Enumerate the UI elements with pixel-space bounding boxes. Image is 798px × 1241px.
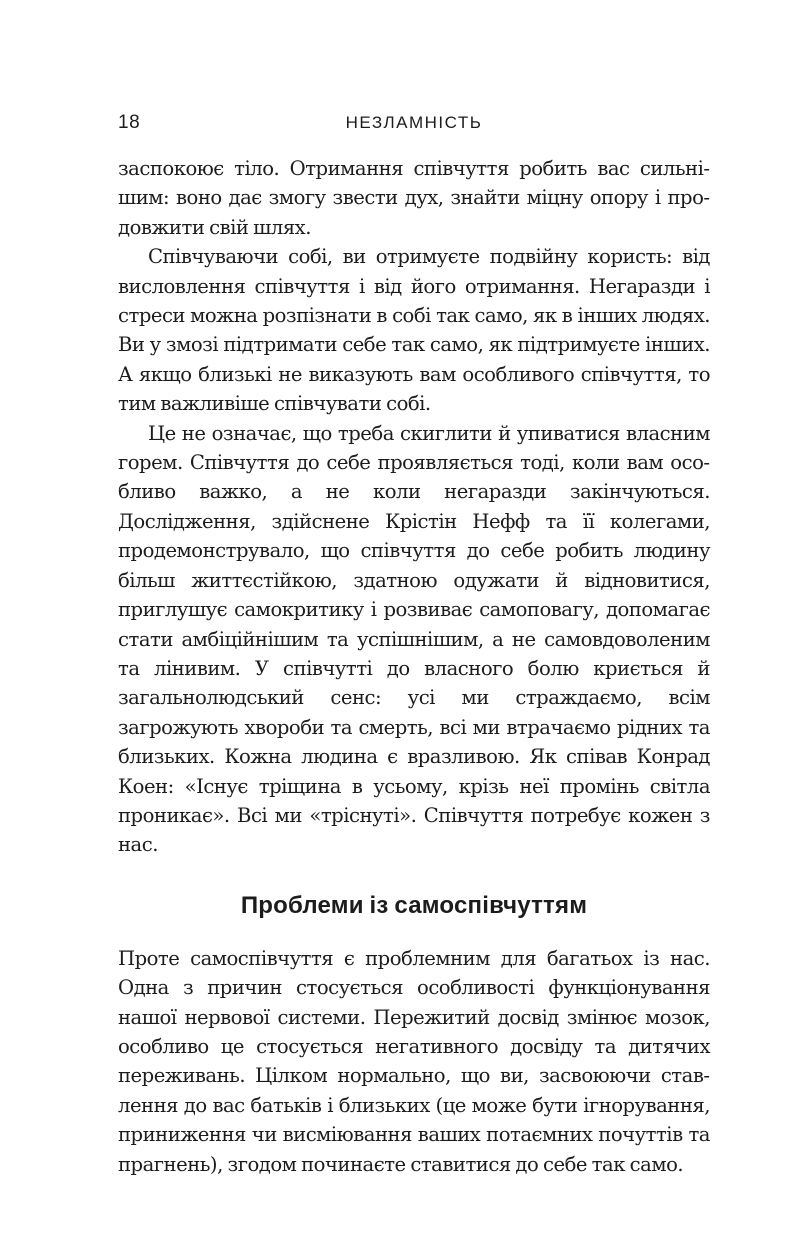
section-heading: Проблеми із самоспівчуттям [240,891,588,919]
paragraph: Проте самоспівчуття є проблемним для багатьох із нас. Одна з причин стосується особливості функціонування нашої нервової системи. Пережитий досвід змінює мозок, особливо це стосується негативного досвіду та дитячих переживань. Цілком нормально, що ви, засвоюючи ставлення до вас батьків і близьких (це може бути ігнорування, приниження чи висміювання ваших потаємних почуттів та прагнень), згодом починаєте ставитися до себе так само. [118,946,710,1176]
running-title: НЕЗЛАМНІСТЬ [345,113,483,132]
paragraph: Співчуваючи собі, ви отримуєте подвійну користь: від висловлення співчуття і від його отримання. Негаразди і стреси можна розпізнати в собі так само, як в інших людях. Ви у змозі підтримати себе так само, як підтримуєте інших. А якщо близькі не виказують вам особливого співчуття, то тим важливіше співчувати собі. [118,245,710,416]
paragraph: Це не означає, що треба скиглити й упиватися власним горем. Співчуття до себе проявляється тоді, коли вам особливо важко, а не коли негаразди закінчуються. Дослідження, здійснене Крістін Нефф та її колегами, продемонструвало, що співчуття до себе робить людину більш життєстійкою, здатною одужати й відновитися, приглушує самокритику і розвиває самоповагу, допомагає стати амбіційнішим та успішнішим, а не самовдоволеним та лінивим. У співчутті до власного болю криється й загальнолюдський сенс: усі ми страждаємо, всім загрожують хвороби та смерть, всі ми втрачаємо рідних та близьких. Кожна людина є вразливою. Як співав Конрад Коен: «Існує тріщина в усьому, крізь неї промінь світла проникає». Всі ми «тріснуті». Співчуття потребує кожен з нас. [118,421,710,857]
book-page [118,108,710,1179]
running-head [118,108,710,138]
body-text [118,154,710,1179]
paragraph-continued: заспокоює тіло. Отримання співчуття робить вас сильнішим: воно дає змогу звести дух, знайти міцну опору і продовжити свій шлях. [118,157,710,239]
page-number: 18 [118,112,141,133]
